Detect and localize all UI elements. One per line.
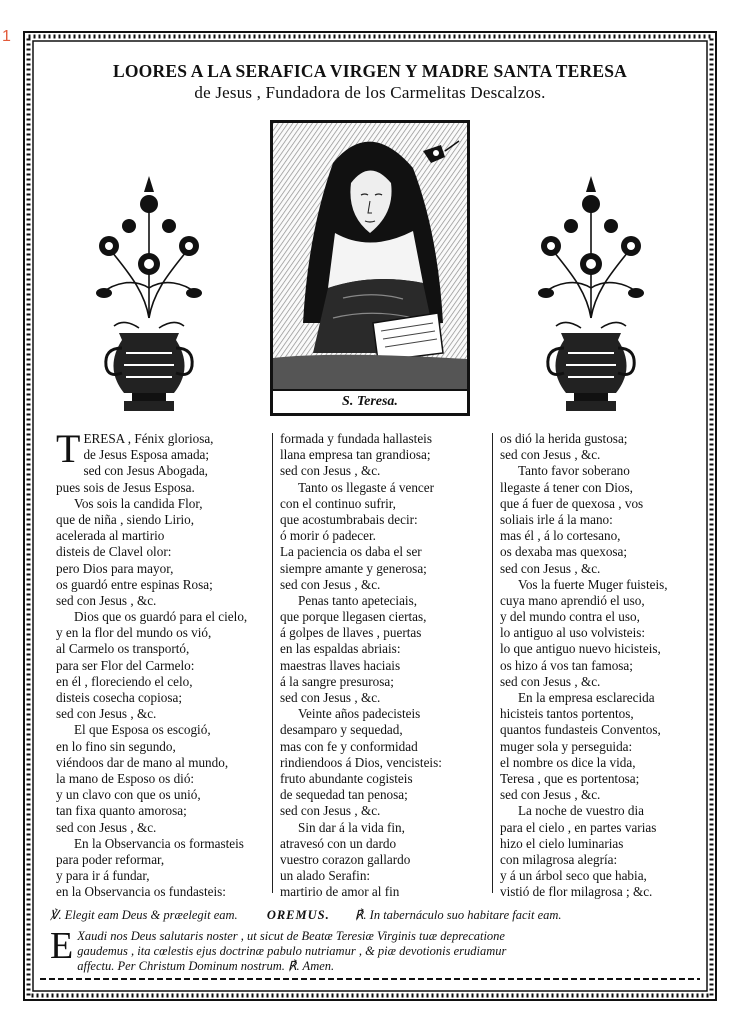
- verse-line: sed con Jesus , &c.: [56, 592, 157, 608]
- versicle: ℣. Elegit eam Deus & præelegit eam.: [50, 908, 238, 922]
- verse-line: para el cielo , en partes varias: [500, 819, 657, 835]
- verse-line: Dios que os guardó para el cielo,: [74, 609, 248, 625]
- verse-line: sed con Jesus , &c.: [280, 803, 381, 819]
- verse-line: La paciencia os daba el ser: [280, 544, 422, 560]
- verse-line: Tanto os llegaste á vencer: [298, 479, 435, 495]
- verse-line: en la Observancia os fundasteis:: [56, 884, 226, 900]
- verse-line: desamparo y sequedad,: [280, 722, 403, 738]
- verse-line: y á un árbol seco que habia,: [500, 868, 647, 884]
- verse-line: disteis cosecha copiosa;: [56, 690, 182, 705]
- verse-line: y para ir á fundar,: [56, 868, 150, 884]
- verse-line: os guardó entre espinas Rosa;: [56, 576, 213, 592]
- verse-line: Veinte años padecisteis: [298, 706, 421, 722]
- verse-line: sed con Jesus , &c.: [500, 447, 601, 463]
- versicle-row: [50, 908, 694, 923]
- verse-line: con el continuo sufrir,: [280, 495, 396, 511]
- verse-line: disteis de Clavel olor:: [56, 544, 172, 560]
- verse-column-1: [56, 426, 264, 900]
- title-block: [50, 60, 690, 104]
- verse-line: acelerada al martirio: [56, 528, 165, 544]
- verse-line: ó morir ó padecer.: [280, 528, 376, 544]
- verse-line: sed con Jesus , &c.: [280, 690, 381, 705]
- verse-line: al Carmelo os transportó,: [56, 641, 190, 657]
- verse-line: soliais irle á la mano:: [500, 511, 613, 527]
- verse-line: de sequedad tan penosa;: [280, 787, 408, 803]
- oremus-heading: OREMUS.: [266, 908, 330, 922]
- verse-columns: [56, 426, 696, 903]
- verse-line: y un clavo con que os unió,: [56, 787, 201, 803]
- verse-line: Tanto favor soberano: [518, 463, 630, 479]
- verse-line: á golpes de llaves , puertas: [280, 625, 422, 641]
- prayer-initial: E: [50, 925, 74, 967]
- verse-line: os dexaba mas quexosa;: [500, 544, 628, 560]
- verse-line: sed con Jesus , &c.: [500, 673, 601, 689]
- verse-line: cuya mano aprendió el uso,: [500, 592, 645, 608]
- verse-line: Vos sois la candida Flor,: [74, 495, 203, 511]
- verse-line: sed con Jesus , &c.: [56, 819, 157, 835]
- verse-line: que acostumbrabais decir:: [280, 511, 418, 527]
- verse-line: que á fuer de quexosa , vos: [500, 495, 644, 511]
- verse-line: pero Dios para mayor,: [56, 560, 174, 576]
- left-flower-vase-illustration: [84, 168, 214, 418]
- verse-line: hizo el cielo luminarias: [500, 835, 624, 851]
- verse-line: En la empresa esclarecida: [518, 690, 655, 705]
- bottom-ornament-rule: [20, 972, 720, 986]
- verse-line: hicisteis tantos portentos,: [500, 706, 634, 722]
- verse-line: en él , floreciendo el celo,: [56, 673, 193, 689]
- verse-line: Sin dar á la vida fin,: [298, 819, 405, 835]
- verse-line: sed con Jesus , &c.: [500, 787, 601, 803]
- verse-line: sed con Jesus Abogada,: [83, 463, 208, 479]
- verse-line: El que Esposa os escogió,: [74, 722, 211, 738]
- verse-line: sed con Jesus , &c.: [56, 706, 157, 722]
- verse-line: sed con Jesus , &c.: [280, 463, 381, 479]
- verse-line: atravesó con un dardo: [280, 835, 397, 851]
- verse-line: os dió la herida gustosa;: [500, 431, 628, 446]
- right-flower-vase-illustration: [526, 168, 656, 418]
- verse-line: y en la flor del mundo os vió,: [56, 625, 212, 641]
- verse-column-3: [500, 431, 696, 900]
- verse-line: á la sangre presurosa;: [280, 673, 394, 689]
- verse-line: la mano de Esposo os dió:: [56, 770, 195, 786]
- column-divider: [492, 433, 493, 893]
- verse-line: lo que antiguo nuevo hicisteis,: [500, 641, 661, 657]
- saint-engraving-frame: [270, 120, 470, 416]
- verse-column-2-lines: [280, 431, 488, 900]
- verse-line: que porque llegasen ciertas,: [280, 609, 427, 625]
- verse-line: mas él , á lo cortesano,: [500, 528, 621, 544]
- page-marker: 1: [2, 28, 11, 45]
- verse-line: sed con Jesus , &c.: [280, 576, 381, 592]
- saint-teresa-engraving: [273, 123, 467, 391]
- prayer-line: Xaudi nos Deus salutaris noster , ut sicut de Beatæ Teresiæ Virginis tuæ deprecatione: [77, 929, 505, 943]
- verse-line: en las espaldas abriais:: [280, 641, 401, 657]
- verse-line: el nombre os dice la vida,: [500, 754, 636, 770]
- broadside-sheet: [20, 28, 720, 1004]
- verse-line: quantos fundasteis Conventos,: [500, 722, 661, 738]
- verse-line: pues sois de Jesus Esposa.: [56, 479, 195, 495]
- title-line-2: de Jesus , Fundadora de los Carmelitas Descalzos.: [194, 83, 546, 102]
- verse-line: para ser Flor del Carmelo:: [56, 657, 195, 673]
- verse-column-2: [280, 431, 488, 900]
- verse-line: en lo fino sin segundo,: [56, 738, 176, 754]
- verse-line: llegaste á tener con Dios,: [500, 479, 633, 495]
- verse-line: mas con fe y conformidad: [280, 738, 418, 754]
- verse-line: Vos la fuerte Muger fuisteis,: [518, 576, 668, 592]
- title-line-1: LOORES A LA SERAFICA VIRGEN Y MADRE SANTA TERESA: [113, 61, 627, 81]
- verse-line: fruto abundante cogisteis: [280, 770, 413, 786]
- verse-line: de Jesus Esposa amada;: [83, 447, 210, 463]
- verse-line: llana empresa tan grandiosa;: [280, 447, 431, 463]
- verse-line: que de niña , siendo Lirio,: [56, 511, 195, 527]
- verse-line: tan fixa quanto amorosa;: [56, 803, 187, 819]
- verse-line: En la Observancia os formasteis: [74, 835, 244, 851]
- verse-line: vistió de flor milagrosa ; &c.: [500, 884, 653, 900]
- drop-cap-initial: T: [56, 426, 81, 471]
- verse-line: Penas tanto apeteciais,: [298, 592, 418, 608]
- verse-line: viéndoos dar de mano al mundo,: [56, 754, 229, 770]
- verse-line: lo antiguo al uso volvisteis:: [500, 625, 646, 641]
- verse-line: maestras llaves haciais: [280, 657, 401, 673]
- verse-line: para poder reformar,: [56, 851, 165, 867]
- verse-line: formada y fundada hallasteis: [280, 431, 432, 446]
- verse-line: con milagrosa alegría:: [500, 851, 618, 867]
- verse-line: y del mundo contra el uso,: [500, 609, 640, 625]
- verse-line: os hizo á vos tan famosa;: [500, 657, 633, 673]
- verse-line: un alado Serafin:: [280, 868, 371, 884]
- verse-line: rindiendoos á Dios, vencisteis:: [280, 754, 442, 770]
- closing-prayer: [50, 925, 694, 974]
- verse-line: siempre amante y generosa;: [280, 560, 427, 576]
- verse-column-3-lines: [500, 431, 696, 900]
- verse-line: martirio de amor al fin: [280, 884, 400, 900]
- verse-line: Teresa , que es portentosa;: [500, 770, 640, 786]
- verse-line: vuestro corazon gallardo: [280, 851, 411, 867]
- prayer-line: gaudemus , ita cœlestis ejus doctrinæ pabulo nutriamur , & piæ devotionis erudiamur: [77, 944, 507, 958]
- prayer-line: affectu. Per Christum Dominum nostrum. ℟. Amen.: [77, 959, 335, 973]
- verse-line: muger sola y perseguida:: [500, 738, 633, 754]
- verse-line: La noche de vuestro dia: [518, 803, 644, 819]
- verse-line: ERESA , Fénix gloriosa,: [83, 431, 214, 446]
- column-divider: [272, 433, 273, 893]
- engraving-caption: S. Teresa.: [273, 389, 467, 413]
- verse-column-1-lines: [56, 426, 264, 900]
- verse-line: sed con Jesus , &c.: [500, 560, 601, 576]
- prayer-footer: [50, 908, 694, 974]
- response: ℟. In tabernáculo suo habitare facit eam.: [354, 908, 562, 922]
